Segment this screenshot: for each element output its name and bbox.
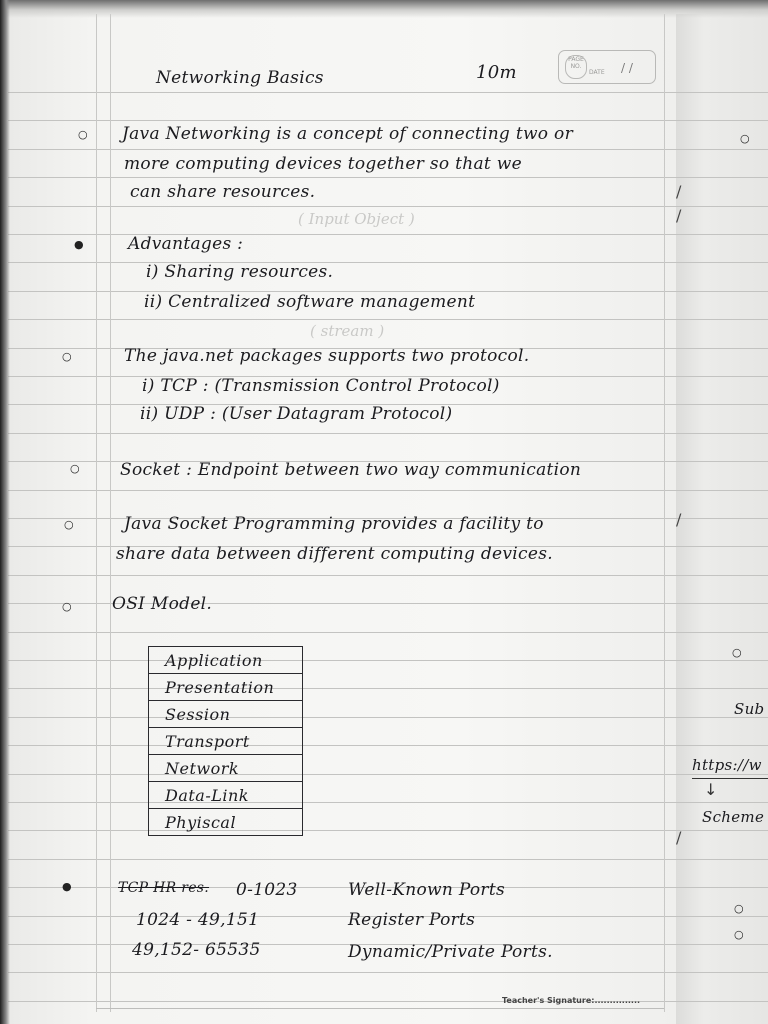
- date-value: / /: [621, 61, 633, 75]
- ruled-line: [8, 972, 768, 973]
- bullet-6: ○: [62, 600, 72, 613]
- margin-line-right: [664, 14, 665, 1012]
- osi-layer: Network: [149, 755, 303, 782]
- bullet-3: ○: [62, 350, 72, 363]
- ruled-line: [8, 859, 768, 860]
- margin-tick: /: [676, 206, 682, 225]
- ruled-line: [8, 234, 768, 235]
- ruled-line: [8, 575, 768, 576]
- margin-tick: /: [676, 828, 682, 847]
- right-page-text: Sub: [734, 700, 765, 718]
- osi-layer: Data-Link: [149, 782, 303, 809]
- top-shadow: [0, 0, 768, 18]
- ruled-line: [8, 177, 768, 178]
- ruled-line: [8, 717, 768, 718]
- right-page-bullet: ○: [734, 928, 744, 941]
- page-bottom-line: [96, 1008, 664, 1009]
- ruled-line: [8, 1001, 768, 1002]
- ruled-line: [8, 319, 768, 320]
- ruled-line: [8, 433, 768, 434]
- bullet-2: ●: [74, 238, 84, 251]
- note-line: Java Networking is a concept of connecting two or: [122, 124, 574, 144]
- port-range: 0-1023: [236, 880, 298, 900]
- struck-text: TCP HR res.: [118, 880, 210, 896]
- margin-line-outer: [96, 14, 97, 1012]
- margin-tick: /: [676, 182, 682, 201]
- note-line: Java Socket Programming provides a facility to: [124, 514, 544, 534]
- osi-heading: OSI Model.: [112, 594, 213, 614]
- ruled-line: [8, 774, 768, 775]
- port-range: 1024 - 49,151: [136, 910, 260, 930]
- ruled-line: [8, 92, 768, 93]
- note-line: share data between different computing devices.: [116, 544, 553, 564]
- date-label: DATE: [589, 69, 605, 76]
- right-page-text: Scheme: [702, 808, 765, 826]
- ruled-line: [8, 120, 768, 121]
- url-underline: [692, 778, 768, 779]
- port-desc: Register Ports: [348, 910, 476, 930]
- binding-edge: [0, 0, 10, 1024]
- bullet-7: ●: [62, 880, 72, 893]
- osi-layer: Phyiscal: [149, 809, 303, 836]
- ghost-text: ( Input Object ): [298, 210, 415, 228]
- osi-table: [148, 646, 303, 836]
- osi-layer: Transport: [149, 728, 303, 755]
- advantage-item: ii) Centralized software management: [144, 292, 476, 312]
- marks-note: 10m: [476, 62, 517, 83]
- port-desc: Dynamic/Private Ports.: [348, 942, 553, 962]
- ruled-line: [8, 660, 768, 661]
- advantage-item: i) Sharing resources.: [146, 262, 334, 282]
- page-number-label: PAGE NO.: [565, 55, 587, 79]
- ghost-text: ( stream ): [310, 322, 385, 340]
- ruled-line: [8, 490, 768, 491]
- ruled-line: [8, 149, 768, 150]
- ruled-line: [8, 802, 768, 803]
- advantages-heading: Advantages :: [128, 234, 244, 254]
- port-range: 49,152- 65535: [132, 940, 261, 960]
- right-page-url: https://w: [692, 756, 762, 774]
- osi-layer: Presentation: [149, 674, 303, 701]
- ruled-line: [8, 830, 768, 831]
- adjacent-page: [676, 14, 768, 1024]
- port-desc: Well-Known Ports: [348, 880, 506, 900]
- page-title: Networking Basics: [156, 68, 324, 88]
- socket-definition: Socket : Endpoint between two way communication: [120, 460, 582, 480]
- osi-layer: Application: [149, 647, 303, 674]
- ruled-line: [8, 688, 768, 689]
- right-page-bullet: ○: [734, 902, 744, 915]
- arrow-down-icon: ↓: [704, 780, 718, 799]
- ruled-line: [8, 745, 768, 746]
- margin-tick: /: [676, 510, 682, 529]
- protocol-heading: The java.net packages supports two protocol.: [124, 346, 530, 366]
- note-line: more computing devices together so that we: [124, 154, 522, 174]
- right-page-bullet: ○: [732, 646, 742, 659]
- ruled-line: [8, 206, 768, 207]
- teacher-signature: Teacher's Signature:...............: [502, 996, 641, 1005]
- bullet-5: ○: [64, 518, 74, 531]
- bullet-1: ○: [78, 128, 88, 141]
- margin-line-inner: [110, 14, 111, 1012]
- bullet-4: ○: [70, 462, 80, 475]
- osi-layer: Session: [149, 701, 303, 728]
- note-line: can share resources.: [130, 182, 316, 202]
- date-box: [558, 50, 656, 84]
- protocol-item: ii) UDP : (User Datagram Protocol): [140, 404, 453, 424]
- right-page-bullet: ○: [740, 132, 750, 145]
- ruled-line: [8, 262, 768, 263]
- protocol-item: i) TCP : (Transmission Control Protocol): [142, 376, 500, 396]
- ruled-line: [8, 632, 768, 633]
